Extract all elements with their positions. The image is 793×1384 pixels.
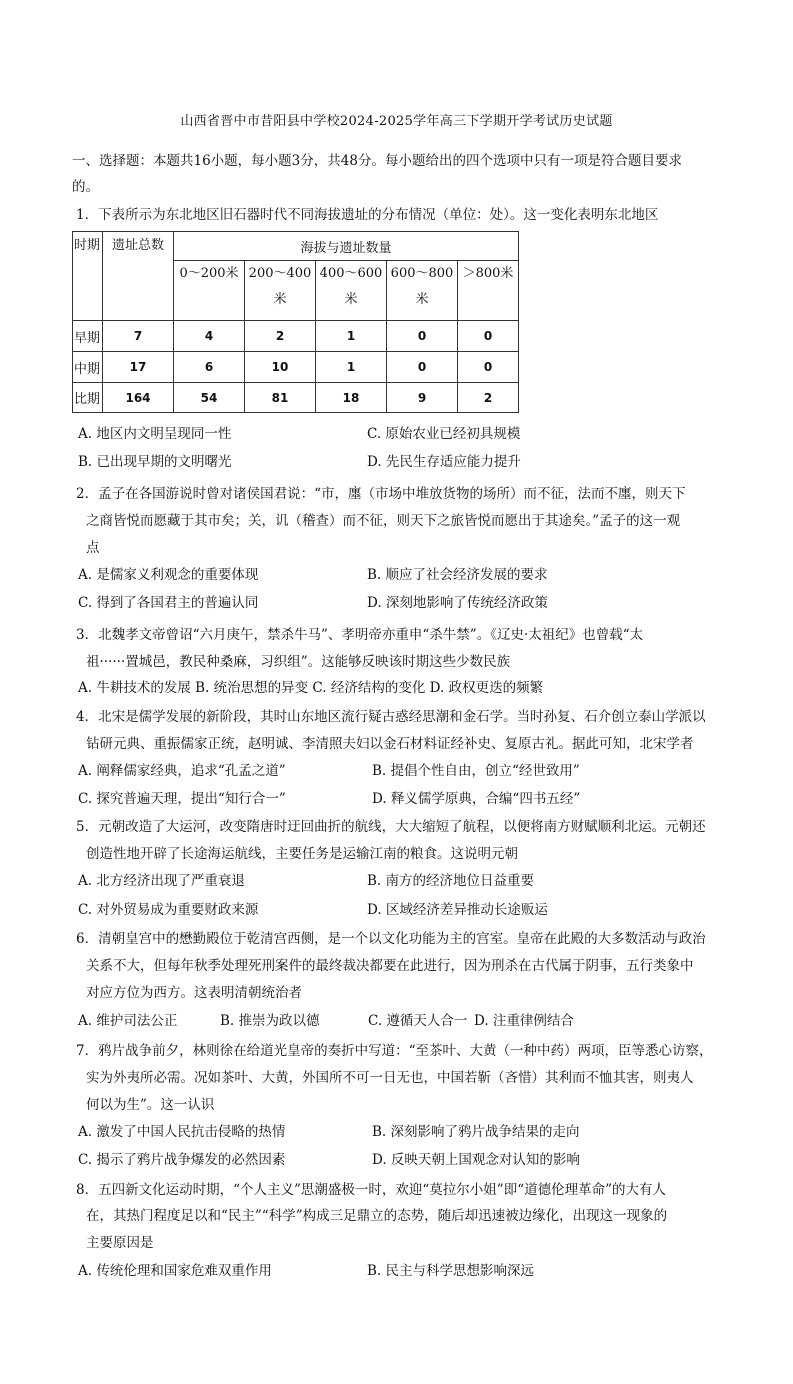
q6-option-c[interactable]: C. 遵循天人合一 [368, 1013, 468, 1029]
table-cell: 0 [458, 321, 519, 352]
table-cell-period: 早期 [73, 321, 103, 352]
table-row [73, 383, 519, 413]
table-cell: 9 [387, 383, 458, 413]
table-cell-period: 比期 [73, 383, 103, 413]
question-6-stem-cont: 关系不大，但每年秋季处理死刑案件的最终裁决都要在此进行，因为刑杀在古代属于阴事，五行类象中 [86, 958, 694, 974]
section-heading-cont: 的。 [72, 179, 99, 195]
question-8-stem-cont: 在，其热门程度足以和“民主”“科学”构成三足鼎立的态势，随后却迅速被边缘化，出现这一现象的 [86, 1208, 668, 1224]
q7-option-d[interactable]: D. 反映天朝上国观念对认知的影响 [372, 1152, 580, 1168]
table-cell: 18 [316, 383, 387, 413]
table-cell: 6 [174, 352, 245, 383]
q8-option-a[interactable]: A. 传统伦理和国家危难双重作用 [78, 1263, 272, 1279]
question-1-stem: 1．下表所示为东北地区旧石器时代不同海拔遗址的分布情况（单位：处）。这一变化表明东北地区 [76, 207, 659, 223]
page-title: 山西省晋中市昔阳县中学校2024-2025学年高三下学期开学考试历史试题 [180, 114, 613, 129]
q3-options[interactable]: A. 牛耕技术的发展 B. 统治思想的异变 C. 经济结构的变化 D. 政权更迭的频繁 [78, 680, 544, 696]
table-cell-period: 中期 [73, 352, 103, 383]
question-6-stem-cont: 对应方位为西方。这表明清朝统治者 [86, 985, 302, 1001]
table-header-altitude: 200～400 米 [245, 261, 316, 321]
q4-option-d[interactable]: D. 释义儒学原典，合编“四书五经” [372, 791, 581, 807]
q2-option-c[interactable]: C. 得到了各国君主的普遍认同 [78, 595, 259, 611]
question-4-stem: 4．北宋是儒学发展的新阶段，其时山东地区流行疑古惑经思潮和金石学。当时孙复、石介创立泰山学派以 [76, 709, 706, 725]
q7-option-b[interactable]: B. 深刻影响了鸦片战争结果的走向 [372, 1124, 580, 1140]
question-7-stem-cont: 实为外夷所必需。况如茶叶、大黄，外国所不可一日无也，中国若靳（吝惜）其利而不恤其害，则夷人 [86, 1070, 694, 1086]
table-cell: 1 [316, 352, 387, 383]
question-8-stem-cont: 主要原因是 [86, 1235, 154, 1251]
table-cell: 17 [103, 352, 174, 383]
table-cell: 7 [103, 321, 174, 352]
table-header-group: 海拔与遗址数量 [174, 232, 519, 261]
table-row [73, 321, 519, 352]
q5-option-c[interactable]: C. 对外贸易成为重要财政来源 [78, 902, 259, 918]
q2-option-a[interactable]: A. 是儒家义利观念的重要体现 [78, 567, 259, 583]
q7-option-c[interactable]: C. 揭示了鸦片战争爆发的必然因素 [78, 1152, 286, 1168]
q4-option-b[interactable]: B. 提倡个性自由，创立“经世致用” [372, 763, 580, 779]
table-cell: 4 [174, 321, 245, 352]
question-4-stem-cont: 钻研元典、重振儒家正统，赵明诚、李清照夫妇以金石材料证经补史、复原古礼。据此可知，北宋学者 [86, 736, 694, 752]
question-2-stem: 2．孟子在各国游说时曾对诸侯国君说：“市，廛（市场中堆放货物的场所）而不征，法而不廛，则天下 [76, 486, 686, 502]
q4-option-c[interactable]: C. 探究普遍天理，提出“知行合一” [78, 791, 286, 807]
table-cell: 0 [387, 321, 458, 352]
site-distribution-table [72, 231, 519, 413]
q1-option-b[interactable]: B. 已出现早期的文明曙光 [78, 454, 232, 470]
question-5-stem: 5．元朝改造了大运河，改变隋唐时迂回曲折的航线，大大缩短了航程，以便将南方财赋顺利北运。元朝还 [76, 819, 706, 835]
table-cell: 54 [174, 383, 245, 413]
question-3-stem: 3．北魏孝文帝曾诏“六月庚午，禁杀牛马”、孝明帝亦重申“杀牛禁”。《辽史·太祖纪》也曾载“太 [76, 627, 644, 643]
table-cell: 2 [458, 383, 519, 413]
question-6-stem: 6．清朝皇宫中的懋勤殿位于乾清宫西侧，是一个以文化功能为主的宫室。皇帝在此殿的大多数活动与政治 [76, 931, 706, 947]
table-header-period: 时期 [73, 232, 103, 321]
q2-option-d[interactable]: D. 深刻地影响了传统经济政策 [367, 595, 548, 611]
table-cell: 1 [316, 321, 387, 352]
q6-option-b[interactable]: B. 推崇为政以德 [220, 1013, 320, 1029]
question-7-stem-cont: 何以为生”。这一认识 [86, 1097, 215, 1113]
question-5-stem-cont: 创造性地开辟了长途海运航线，主要任务是运输江南的粮食。这说明元朝 [86, 846, 518, 862]
q1-option-a[interactable]: A. 地区内文明呈现同一性 [78, 426, 232, 442]
q1-option-c[interactable]: C. 原始农业已经初具规模 [367, 426, 521, 442]
q5-option-d[interactable]: D. 区域经济差异推动长途贩运 [367, 902, 548, 918]
table-cell: 0 [387, 352, 458, 383]
q5-option-b[interactable]: B. 南方的经济地位日益重要 [367, 873, 535, 889]
table-header-total: 遗址总数 [103, 232, 174, 321]
q1-option-d[interactable]: D. 先民生存适应能力提升 [367, 454, 521, 470]
q6-option-d[interactable]: D. 注重律例结合 [474, 1013, 574, 1029]
question-3-stem-cont: 祖······置城邑，教民种桑麻，习织组”。这能够反映该时期这些少数民族 [86, 654, 511, 670]
q7-option-a[interactable]: A. 激发了中国人民抗击侵略的热情 [78, 1124, 286, 1140]
question-7-stem: 7．鸦片战争前夕，林则徐在给道光皇帝的奏折中写道：“至茶叶、大黄（一种中药）两项，臣等悉心访察， [76, 1043, 713, 1059]
table-cell: 81 [245, 383, 316, 413]
section-heading: 一、选择题：本题共16小题，每小题3分，共48分。每小题给出的四个选项中只有一项是符合题目要求 [72, 153, 682, 169]
q5-option-a[interactable]: A. 北方经济出现了严重衰退 [78, 873, 245, 889]
table-header-altitude: 0～200米 [174, 261, 245, 321]
table-header-altitude: 600～800 米 [387, 261, 458, 321]
table-row [73, 352, 519, 383]
q2-option-b[interactable]: B. 顺应了社会经济发展的要求 [367, 567, 548, 583]
q4-option-a[interactable]: A. 阐释儒家经典，追求“孔孟之道” [78, 763, 286, 779]
question-2-stem-cont: 点 [86, 540, 100, 556]
q6-option-a[interactable]: A. 维护司法公正 [78, 1013, 178, 1029]
q8-option-b[interactable]: B. 民主与科学思想影响深远 [367, 1263, 535, 1279]
table-cell: 2 [245, 321, 316, 352]
table-cell: 164 [103, 383, 174, 413]
table-header-altitude: ＞800米 [458, 261, 519, 321]
question-8-stem: 8．五四新文化运动时期，“个人主义”思潮盛极一时，欢迎“莫拉尔小姐”即“道德伦理革命”的大有人 [76, 1182, 666, 1198]
table-cell: 0 [458, 352, 519, 383]
table-header-altitude: 400～600 米 [316, 261, 387, 321]
table-cell: 10 [245, 352, 316, 383]
question-2-stem-cont: 之商皆悦而愿藏于其市矣；关，讥（稽查）而不征，则天下之旅皆悦而愿出于其途矣。”孟子的这一观 [86, 513, 681, 529]
